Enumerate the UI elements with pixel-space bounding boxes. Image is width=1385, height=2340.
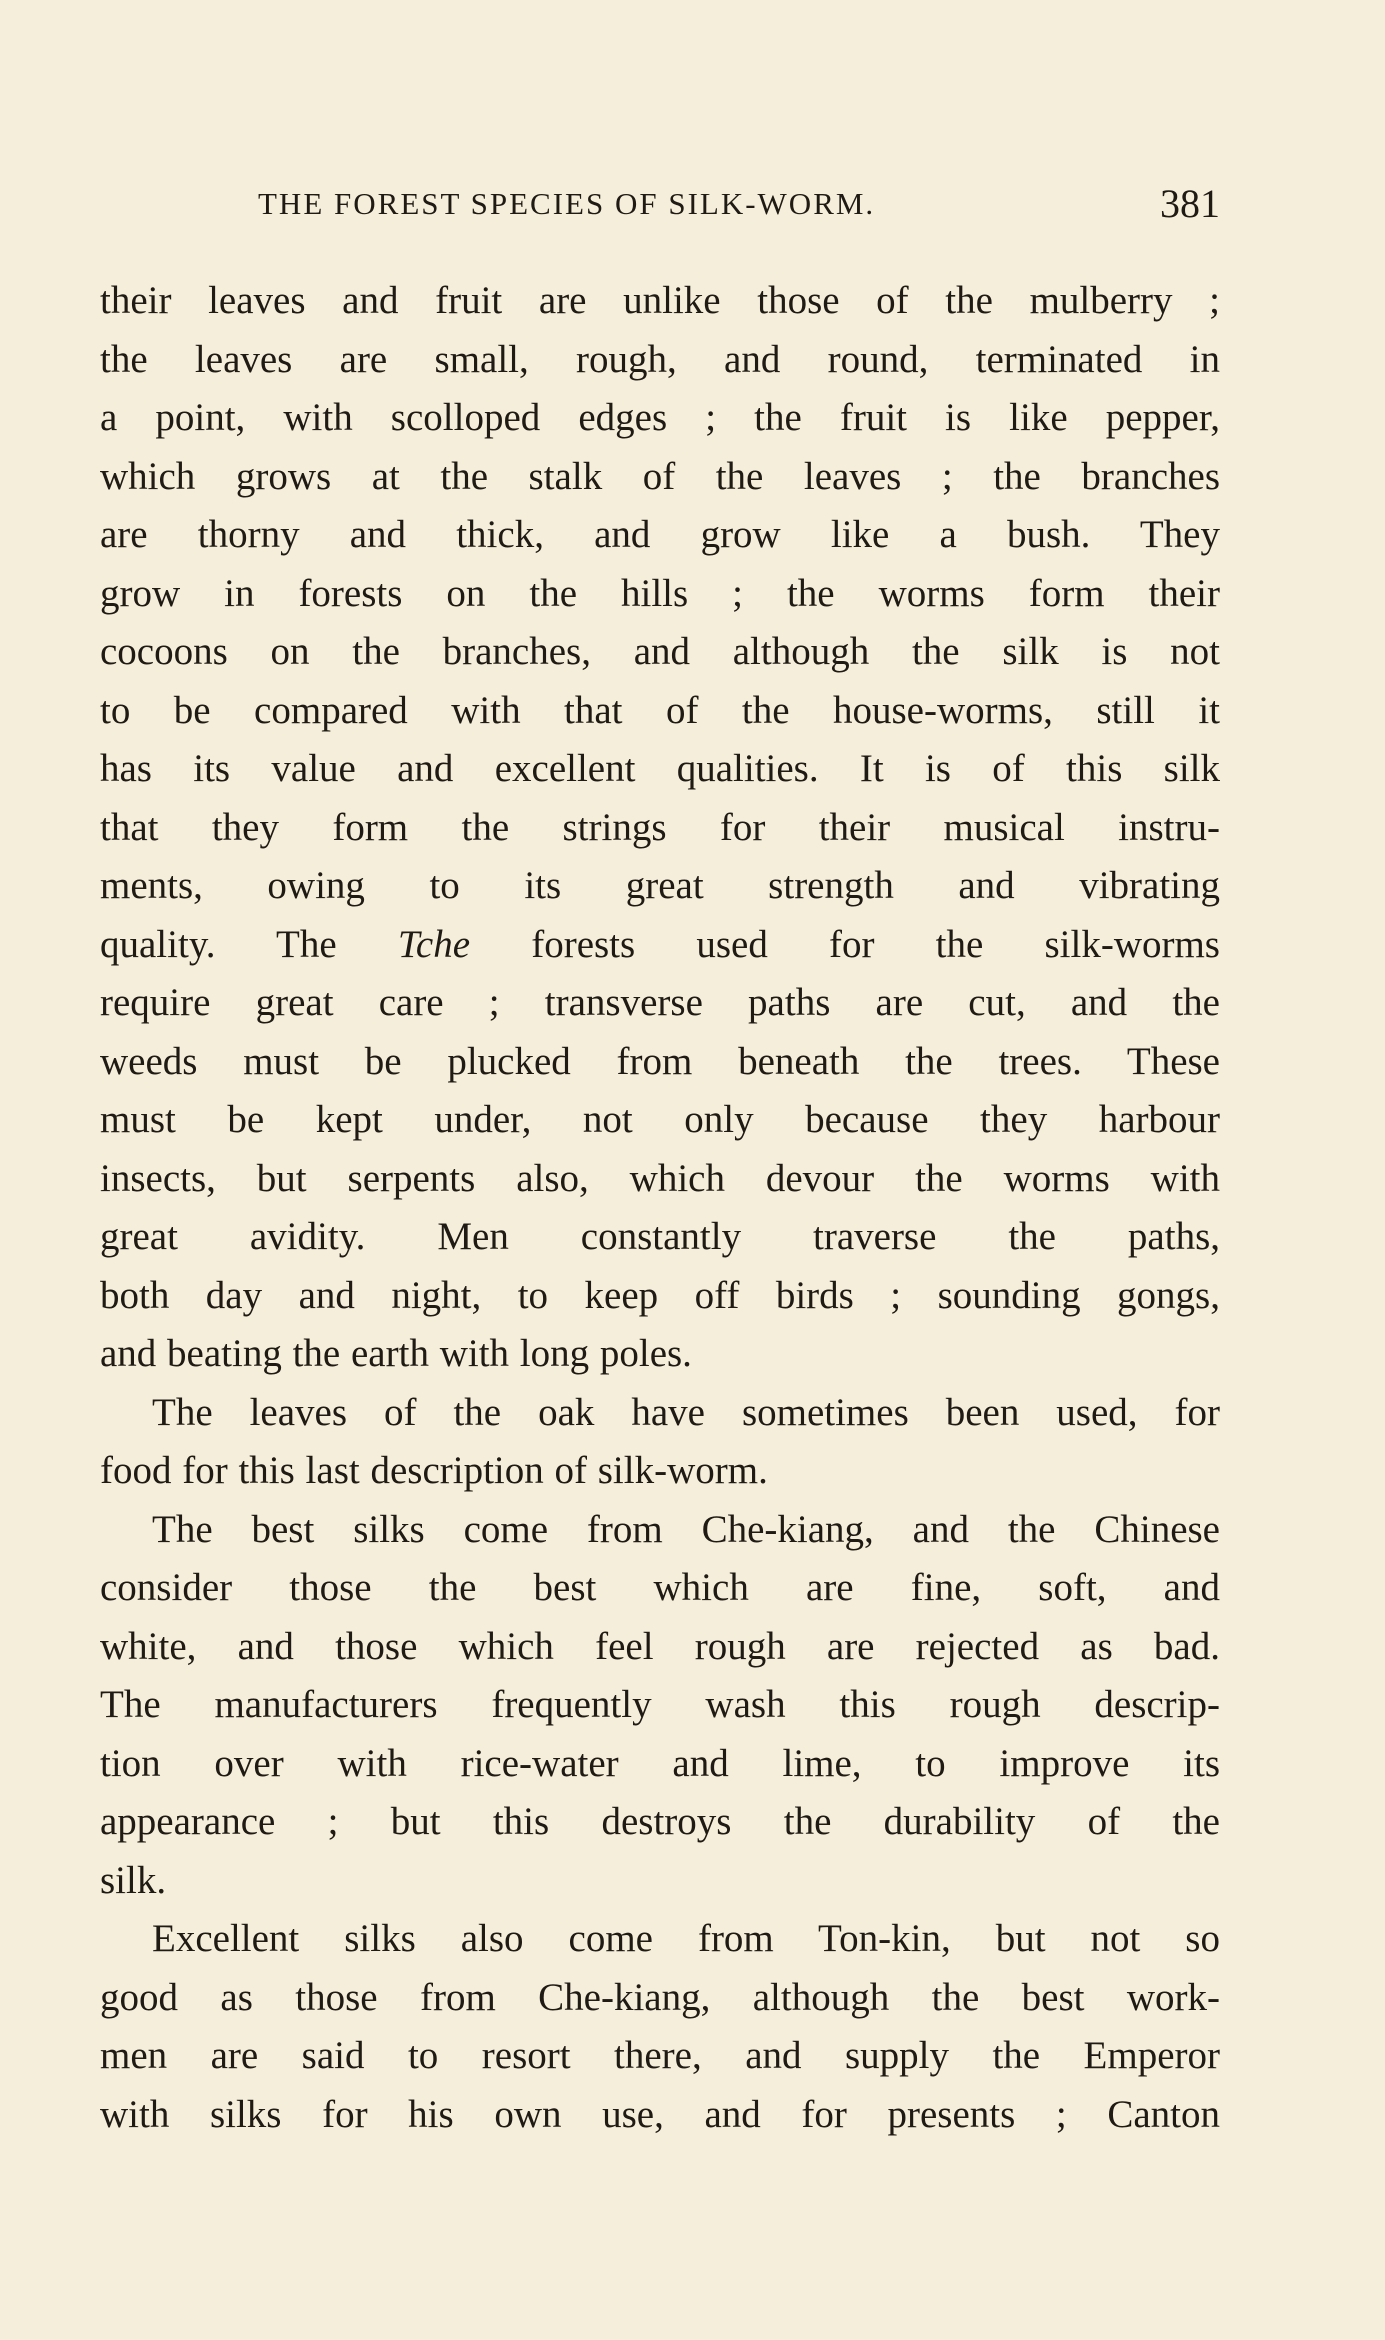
text-line: their leaves and fruit are unlike those of the mulberry ; <box>100 279 1220 322</box>
text-line: tion over with rice-water and lime, to improve its <box>100 1741 1220 1785</box>
text-line: great avidity. Men constantly traverse the paths, <box>100 1215 1220 1258</box>
text-line: cocoons on the branches, and although the silk is not <box>100 630 1220 673</box>
paragraph-first-line: The leaves of the oak have sometimes been used, for <box>152 1390 1220 1434</box>
text-segment: forests used for the silk-worms <box>470 922 1220 966</box>
text-line: both day and night, to keep off birds ; sounding gongs, <box>100 1273 1220 1317</box>
text-line: silk. <box>100 1858 167 1902</box>
paragraph-first-line: Excellent silks also come from Ton-kin, but not so <box>152 1917 1220 1960</box>
text-line: consider those the best which are fine, soft, and <box>100 1566 1220 1609</box>
text-line: white, and those which feel rough are rejected as bad. <box>100 1624 1220 1668</box>
text-line: appearance ; but this destroys the durability of the <box>100 1800 1220 1843</box>
text-line: to be compared with that of the house-worms, still it <box>100 688 1220 732</box>
text-segment: quality. The <box>100 922 398 966</box>
page-number: 381 <box>1160 181 1220 226</box>
italic-word: Tche <box>397 922 471 966</box>
text-line: require great care ; transverse paths are cut, and the <box>100 981 1220 1024</box>
text-line: the leaves are small, rough, and round, terminated in <box>100 337 1220 381</box>
text-line: food for this last description of silk-worm. <box>100 1449 768 1492</box>
running-title: THE FOREST SPECIES OF SILK-WORM. <box>258 186 876 221</box>
text-line: must be kept under, not only because they harbour <box>100 1098 1220 1141</box>
text-line: which grows at the stalk of the leaves ; the branches <box>100 454 1220 498</box>
text-line: are thorny and thick, and grow like a bush. They <box>100 513 1220 556</box>
text-line: men are said to resort there, and supply the Emperor <box>100 2034 1220 2077</box>
text-line: with silks for his own use, and for presents ; Canton <box>100 2092 1220 2136</box>
text-line: The manufacturers frequently wash this rough descrip- <box>100 1683 1220 1726</box>
running-head <box>100 180 1220 234</box>
text-line-with-italic <box>100 916 1220 975</box>
text-line: insects, but serpents also, which devour the worms with <box>100 1156 1220 1200</box>
text-line: grow in forests on the hills ; the worms form their <box>100 571 1220 615</box>
text-line: weeds must be plucked from beneath the trees. These <box>100 1039 1220 1083</box>
text-line: a point, with scolloped edges ; the fruit is like pepper, <box>100 396 1220 439</box>
text-line: good as those from Che-kiang, although the best work- <box>100 1975 1220 2019</box>
paragraph-first-line: The best silks come from Che-kiang, and the Chinese <box>152 1507 1220 1551</box>
text-line: has its value and excellent qualities. It is of this silk <box>100 747 1220 790</box>
text-line: that they form the strings for their musical instru- <box>100 805 1220 849</box>
text-line: ments, owing to its great strength and vibrating <box>100 864 1220 907</box>
text-line: and beating the earth with long poles. <box>100 1332 692 1375</box>
body-text <box>100 272 1220 2144</box>
